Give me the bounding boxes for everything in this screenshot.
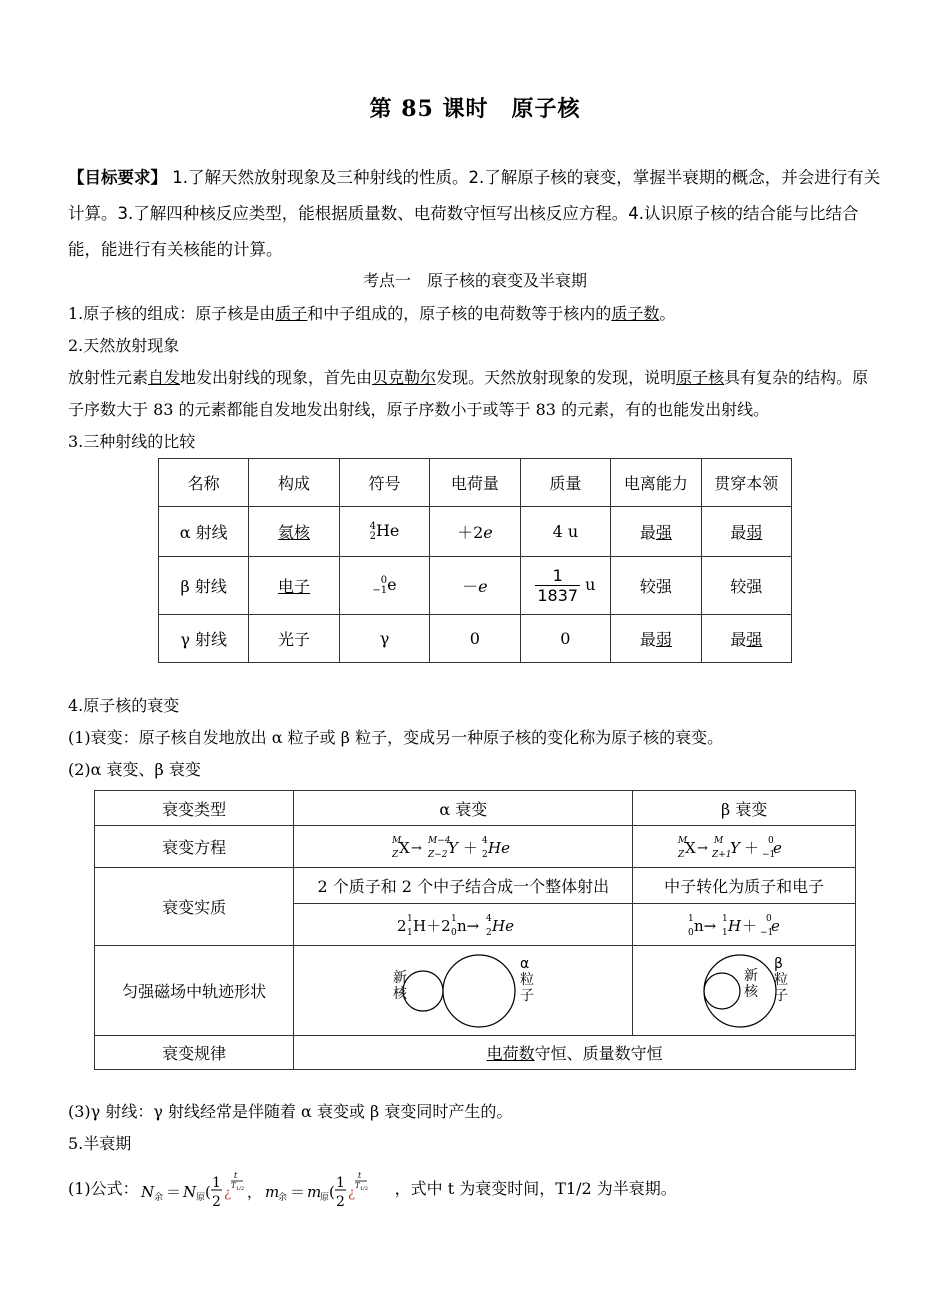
half-life-equation [139, 1168, 395, 1212]
svg-text:m: m [306, 1182, 321, 1201]
alpha-particle-track [443, 955, 515, 1027]
svg-text:Z+1: Z+1 [712, 849, 732, 860]
svg-text:2: 2 [486, 927, 492, 938]
beta-particle-label: β粒子 [774, 956, 788, 1004]
svg-text:原: 原 [195, 1192, 205, 1203]
svg-text:2: 2 [482, 849, 488, 860]
para-4-title: 4.原子核的衰变 [68, 696, 180, 715]
decay-table [94, 790, 856, 1070]
svg-text:N: N [182, 1182, 196, 1201]
svg-text:¿: ¿ [347, 1185, 355, 1201]
svg-text:0: 0 [766, 913, 772, 924]
svg-text:4: 4 [482, 835, 488, 846]
svg-text:1/2: 1/2 [235, 1185, 244, 1192]
svg-text:1: 1 [407, 913, 413, 924]
svg-text:1: 1 [722, 913, 728, 924]
svg-text:Z: Z [678, 849, 685, 860]
para-radioactivity: 放射性元素自发地发出射线的现象，首先由贝克勒尔发现。天然放射现象的发现，说明原子核具有复杂的结构。原子序数大于 83 的元素都能自发地发出射线，原子序数小于或等于 83 的元素，有的也能发出射线。 [68, 368, 869, 419]
alpha-equation [294, 826, 633, 868]
beta-equation-formula [674, 832, 814, 862]
svg-text:1: 1 [335, 1174, 345, 1191]
goal-label: 【目标要求】 [68, 168, 167, 187]
svg-text:1: 1 [451, 913, 457, 924]
svg-text:X: X [685, 838, 696, 857]
para-4-3: (3)γ 射线：γ 射线经常是伴随着 α 衰变或 β 衰变同时产生的。 [68, 1102, 513, 1121]
svg-text:＋: ＋ [744, 838, 760, 857]
svg-text:原: 原 [319, 1192, 329, 1203]
svg-text:，: ， [246, 1182, 262, 1201]
svg-text:＋: ＋ [463, 838, 479, 857]
svg-text:T: T [354, 1181, 360, 1190]
svg-text:M−4: M−4 [428, 835, 451, 846]
svg-text:0: 0 [451, 927, 457, 938]
alpha-equation-formula [388, 832, 538, 862]
svg-text:H: H [728, 916, 742, 935]
beta-essence-equation [633, 904, 856, 946]
svg-text:t: t [357, 1170, 361, 1180]
para-5-title: 5.半衰期 [68, 1134, 132, 1153]
svg-text:M: M [714, 835, 724, 846]
alpha-new-nucleus-label: 新核 [393, 970, 407, 1002]
svg-text:＝: ＝ [165, 1182, 181, 1201]
alpha-essence-formula [393, 910, 533, 940]
svg-text:(: ( [204, 1182, 211, 1201]
beta-particle-track [704, 973, 740, 1009]
svg-text:＋: ＋ [742, 916, 758, 935]
table-row: 匀强磁场中轨迹形状 [95, 946, 856, 1036]
para-4-2: (2)α 衰变、β 衰变 [68, 760, 201, 779]
svg-text:M: M [392, 835, 402, 846]
svg-text:0: 0 [768, 835, 774, 846]
table-row: 衰变类型 α 衰变 β 衰变 [95, 791, 856, 826]
svg-text:X: X [399, 838, 410, 857]
svg-text:→: → [697, 840, 709, 856]
svg-text:Y: Y [730, 838, 741, 857]
svg-text:M: M [678, 835, 688, 846]
ray-comparison-table [158, 458, 792, 663]
new-nucleus-track [403, 971, 443, 1011]
svg-text:2: 2 [211, 1193, 221, 1210]
table-row: 衰变实质 2 个质子和 2 个中子结合成一个整体射出 中子转化为质子和电子 [95, 868, 856, 904]
svg-text:−1: −1 [762, 849, 776, 860]
svg-text:H＋2: H＋2 [413, 916, 451, 935]
svg-text:4: 4 [486, 913, 492, 924]
goal-paragraph [68, 160, 883, 268]
svg-text:→: → [411, 840, 423, 856]
svg-text:¿: ¿ [223, 1185, 231, 1201]
para-2-title: 2.天然放射现象 [68, 336, 180, 355]
svg-text:−1: −1 [760, 927, 774, 938]
svg-text:1/2: 1/2 [359, 1185, 368, 1192]
svg-text:n→: n→ [694, 916, 717, 935]
page-title: 第 85 课时 原子核 [369, 96, 581, 122]
svg-text:He: He [492, 916, 515, 935]
alpha-essence-equation [294, 904, 633, 946]
table-row: γ 射线 光子 γ 0 0 最弱 最强 [159, 615, 792, 663]
svg-text:(: ( [328, 1182, 335, 1201]
svg-text:2: 2 [335, 1193, 345, 1210]
alpha-track-cell [294, 946, 633, 1036]
svg-text:1: 1 [722, 927, 728, 938]
para-3-title: 3.三种射线的比较 [68, 432, 196, 451]
svg-text:n→: n→ [457, 916, 480, 935]
svg-text:t: t [233, 1170, 237, 1180]
svg-text:Z: Z [392, 849, 399, 860]
beta-essence-formula [684, 910, 804, 940]
table-row: α 射线 氦核 4 2He ＋2e 4 u 最强 最弱 [159, 507, 792, 557]
table-row: 衰变规律 电荷数守恒、质量数守恒 [95, 1036, 856, 1070]
svg-text:＝: ＝ [289, 1182, 305, 1201]
svg-text:1: 1 [407, 927, 413, 938]
svg-text:N: N [140, 1182, 154, 1201]
svg-text:He: He [488, 838, 511, 857]
svg-text:m: m [264, 1182, 279, 1201]
svg-text:T: T [230, 1181, 236, 1190]
goal-text: 1.了解天然放射现象及三种射线的性质。2.了解原子核的衰变，掌握半衰期的概念，并会进行有关计算。3.了解四种核反应类型，能根据质量数、电荷数守恒写出核反应方程。4.认识原子核的结合能与比结合能，能进行有关核能的计算。 [68, 168, 881, 259]
beta-equation [633, 826, 856, 868]
svg-text:1: 1 [211, 1174, 221, 1191]
svg-text:余: 余 [153, 1192, 163, 1203]
svg-text:Z−2: Z−2 [428, 849, 448, 860]
svg-text:0: 0 [688, 927, 694, 938]
section-heading: 考点一 原子核的衰变及半衰期 [362, 271, 587, 290]
para-4-1: (1)衰变：原子核自发地放出 α 粒子或 β 粒子，变成另一种原子核的变化称为原子核的衰变。 [68, 728, 724, 747]
alpha-particle-label: α粒子 [520, 956, 534, 1004]
table-row: 名称 构成 符号 电荷量 质量 电离能力 贯穿本领 [159, 459, 792, 507]
table-row: β 射线 电子 0 −1e －e $\frac{1}{1837}$ u 较强 较强 [159, 557, 792, 615]
svg-text:2: 2 [397, 916, 407, 935]
para-composition: 1.原子核的组成：原子核是由质子和中子组成的，原子核的电荷数等于核内的质子数。 [68, 304, 676, 323]
svg-text:Y: Y [448, 838, 459, 857]
table-row: 衰变方程 M Z X → M−4 Z−2 Y ＋ 4 2 He M Z X → M Z+1 Y ＋ 0 −1 e [95, 826, 856, 868]
svg-text:1: 1 [688, 913, 694, 924]
svg-text:e: e [771, 916, 781, 935]
beta-new-nucleus-label: 新核 [744, 968, 758, 1000]
svg-text:余: 余 [277, 1192, 287, 1203]
svg-text:e: e [773, 838, 783, 857]
half-life-formula: (1)公式： N 余 ＝ N 原 ( 1 2 ¿ t T 1/2 ， m 余 ＝ m 原 ( 1 2 ¿ t T 1/2 ，式中 t 为衰变时间，T1/2 为半衰期。 [68, 1166, 883, 1212]
